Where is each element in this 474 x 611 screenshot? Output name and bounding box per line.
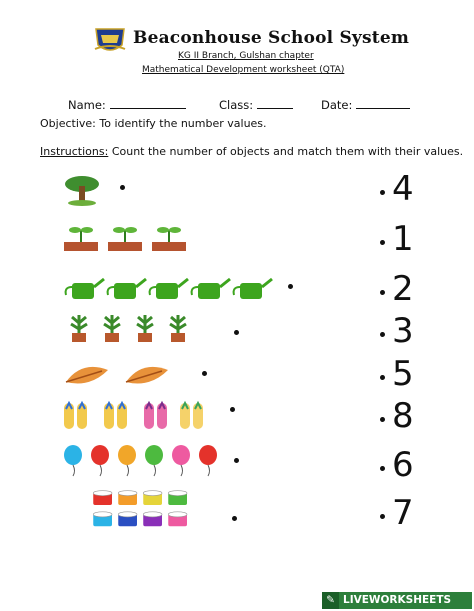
number-value: 2 bbox=[392, 269, 414, 309]
instructions-text: Count the number of objects and match them with their values. bbox=[111, 145, 464, 158]
school-name: Beaconhouse School System bbox=[133, 28, 410, 48]
watering-can-group bbox=[62, 268, 277, 308]
paint-pot-icon bbox=[93, 491, 112, 505]
plant-pot-group bbox=[62, 308, 227, 348]
match-dot[interactable] bbox=[234, 458, 239, 463]
match-dot[interactable] bbox=[120, 185, 125, 190]
class-blank[interactable] bbox=[257, 98, 293, 109]
plant-pot-icon bbox=[137, 315, 153, 342]
name-label: Name: bbox=[68, 98, 106, 112]
sprout-icon bbox=[108, 227, 142, 251]
balloon-icon bbox=[64, 445, 82, 476]
watering-can-icon bbox=[108, 279, 146, 299]
match-dot[interactable] bbox=[230, 407, 235, 412]
paint-pot-group bbox=[62, 490, 222, 530]
date-label: Date: bbox=[321, 98, 353, 112]
leaf-group bbox=[62, 355, 192, 395]
plant-pot-icon bbox=[170, 315, 186, 342]
flip-flops-group bbox=[62, 395, 222, 435]
watering-can-icon bbox=[66, 279, 104, 299]
plant-pot-icon bbox=[104, 315, 120, 342]
match-dot[interactable] bbox=[234, 330, 239, 335]
liveworksheets-logo-icon: ✎ bbox=[322, 592, 339, 609]
number-dot[interactable] bbox=[380, 290, 385, 295]
sprout-group bbox=[62, 218, 192, 258]
number-dot[interactable] bbox=[380, 466, 385, 471]
plant-pot-icon bbox=[71, 315, 87, 342]
paint-pot-icon bbox=[118, 512, 137, 526]
objective bbox=[40, 117, 267, 130]
tree-icon bbox=[62, 170, 102, 210]
paint-pot-icon bbox=[143, 491, 162, 505]
match-dot[interactable] bbox=[202, 371, 207, 376]
number-value: 4 bbox=[392, 169, 414, 209]
watering-can-icon bbox=[192, 279, 230, 299]
balloon-icon bbox=[118, 445, 136, 476]
instructions bbox=[40, 145, 463, 158]
flip-flops-icon bbox=[64, 403, 87, 429]
objective-label: Objective: bbox=[40, 117, 96, 130]
number-dot[interactable] bbox=[380, 240, 385, 245]
date-field[interactable] bbox=[321, 98, 410, 112]
number-dot[interactable] bbox=[380, 332, 385, 337]
branch-name: KG II Branch, Gulshan chapter bbox=[178, 51, 314, 61]
balloon-icon bbox=[172, 445, 190, 476]
flip-flops-icon bbox=[104, 403, 127, 429]
paint-pot-icon bbox=[168, 491, 187, 505]
instructions-label: Instructions: bbox=[40, 145, 109, 158]
school-crest-icon bbox=[93, 25, 127, 55]
sprout-icon bbox=[152, 227, 186, 251]
watering-can-icon bbox=[150, 279, 188, 299]
footer-brand: LIVEWORKSHEETS bbox=[343, 594, 452, 606]
leaf-icon bbox=[126, 367, 168, 384]
number-dot[interactable] bbox=[380, 417, 385, 422]
number-dot[interactable] bbox=[380, 190, 385, 195]
number-value: 3 bbox=[392, 311, 414, 351]
balloon-icon bbox=[199, 445, 217, 476]
number-value: 1 bbox=[392, 219, 414, 259]
balloon-icon bbox=[91, 445, 109, 476]
worksheet-subtitle: Mathematical Development worksheet (QTA) bbox=[142, 65, 345, 75]
class-field[interactable] bbox=[219, 98, 293, 112]
objective-text: To identify the number values. bbox=[99, 117, 267, 130]
paint-pot-icon bbox=[143, 512, 162, 526]
balloon-group bbox=[62, 440, 227, 480]
date-blank[interactable] bbox=[356, 98, 410, 109]
match-dot[interactable] bbox=[288, 284, 293, 289]
liveworksheets-badge[interactable] bbox=[322, 592, 472, 609]
number-dot[interactable] bbox=[380, 514, 385, 519]
class-label: Class: bbox=[219, 98, 254, 112]
number-dot[interactable] bbox=[380, 375, 385, 380]
match-dot[interactable] bbox=[232, 516, 237, 521]
paint-pot-icon bbox=[168, 512, 187, 526]
flip-flops-icon bbox=[144, 403, 167, 429]
name-blank[interactable] bbox=[110, 98, 186, 109]
number-value: 6 bbox=[392, 445, 414, 485]
flip-flops-icon bbox=[180, 403, 203, 429]
name-field[interactable] bbox=[68, 98, 186, 112]
number-value: 5 bbox=[392, 354, 414, 394]
paint-pot-icon bbox=[93, 512, 112, 526]
leaf-icon bbox=[66, 367, 108, 384]
number-value: 7 bbox=[392, 493, 414, 533]
balloon-icon bbox=[145, 445, 163, 476]
number-value: 8 bbox=[392, 396, 414, 436]
sprout-icon bbox=[64, 227, 98, 251]
paint-pot-icon bbox=[118, 491, 137, 505]
watering-can-icon bbox=[234, 279, 272, 299]
